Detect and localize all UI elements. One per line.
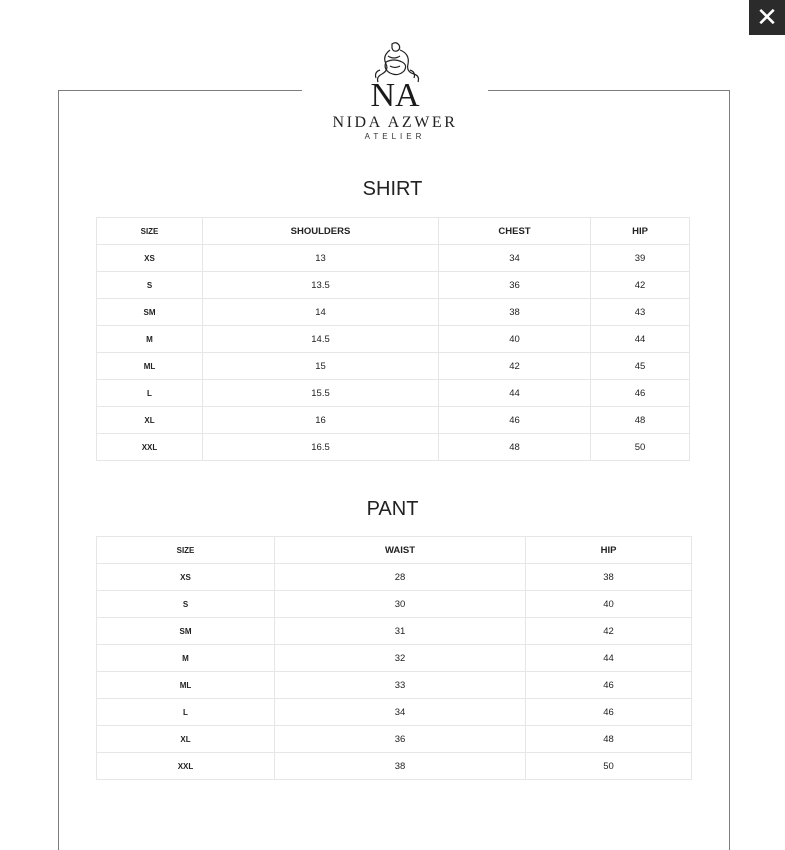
- column-header-shoulders: SHOULDERS: [203, 218, 439, 245]
- waist-cell: 32: [275, 645, 526, 672]
- table-row: [97, 672, 692, 699]
- waist-cell: 33: [275, 672, 526, 699]
- chest-cell: 48: [439, 434, 591, 461]
- hip-cell: 45: [591, 353, 690, 380]
- column-header-size: SIZE: [97, 218, 203, 245]
- brand-emblem-icon: [360, 40, 430, 112]
- table-row: [97, 564, 692, 591]
- table-row: [97, 699, 692, 726]
- table-row: [97, 434, 690, 461]
- shoulders-cell: 15: [203, 353, 439, 380]
- shoulders-cell: 15.5: [203, 380, 439, 407]
- hip-cell: 50: [591, 434, 690, 461]
- hip-cell: 46: [526, 699, 692, 726]
- chest-cell: 44: [439, 380, 591, 407]
- size-cell: XL: [97, 407, 203, 434]
- shoulders-cell: 14.5: [203, 326, 439, 353]
- hip-cell: 39: [591, 245, 690, 272]
- hip-cell: 38: [526, 564, 692, 591]
- size-cell: L: [97, 380, 203, 407]
- chest-cell: 36: [439, 272, 591, 299]
- table-header-row: [97, 218, 690, 245]
- size-cell: XS: [97, 245, 203, 272]
- waist-cell: 38: [275, 753, 526, 780]
- shoulders-cell: 13: [203, 245, 439, 272]
- close-button[interactable]: [749, 0, 785, 35]
- brand-subtitle: ATELIER: [364, 132, 426, 141]
- shoulders-cell: 16: [203, 407, 439, 434]
- size-cell: XS: [97, 564, 275, 591]
- hip-cell: 48: [591, 407, 690, 434]
- hip-cell: 46: [526, 672, 692, 699]
- table-row: [97, 407, 690, 434]
- chest-cell: 42: [439, 353, 591, 380]
- shoulders-cell: 14: [203, 299, 439, 326]
- chest-cell: 46: [439, 407, 591, 434]
- hip-cell: 43: [591, 299, 690, 326]
- waist-cell: 36: [275, 726, 526, 753]
- pant-section-title: PANT: [366, 498, 419, 520]
- size-cell: XL: [97, 726, 275, 753]
- size-cell: SM: [97, 618, 275, 645]
- chest-cell: 40: [439, 326, 591, 353]
- size-cell: L: [97, 699, 275, 726]
- table-row: [97, 380, 690, 407]
- hip-cell: 48: [526, 726, 692, 753]
- table-row: [97, 645, 692, 672]
- size-cell: XXL: [97, 753, 275, 780]
- table-row: [97, 726, 692, 753]
- table-row: [97, 618, 692, 645]
- table-row: [97, 272, 690, 299]
- table-row: [97, 591, 692, 618]
- table-row: [97, 245, 690, 272]
- shoulders-cell: 13.5: [203, 272, 439, 299]
- hip-cell: 42: [591, 272, 690, 299]
- close-icon: ✕: [756, 2, 778, 33]
- chest-cell: 38: [439, 299, 591, 326]
- size-cell: ML: [97, 353, 203, 380]
- size-cell: M: [97, 326, 203, 353]
- column-header-chest: CHEST: [439, 218, 591, 245]
- table-row: [97, 753, 692, 780]
- table-row: [97, 299, 690, 326]
- size-cell: S: [97, 591, 275, 618]
- size-cell: M: [97, 645, 275, 672]
- size-cell: XXL: [97, 434, 203, 461]
- chest-cell: 34: [439, 245, 591, 272]
- table-header-row: [97, 537, 692, 564]
- hip-cell: 50: [526, 753, 692, 780]
- waist-cell: 31: [275, 618, 526, 645]
- hip-cell: 42: [526, 618, 692, 645]
- hip-cell: 44: [526, 645, 692, 672]
- size-cell: SM: [97, 299, 203, 326]
- brand-name: NIDA AZWER: [332, 114, 458, 131]
- column-header-size: SIZE: [97, 537, 275, 564]
- waist-cell: 30: [275, 591, 526, 618]
- brand-logo: [302, 38, 488, 148]
- hip-cell: 44: [591, 326, 690, 353]
- pant-size-table: [96, 536, 692, 780]
- waist-cell: 34: [275, 699, 526, 726]
- hip-cell: 46: [591, 380, 690, 407]
- column-header-waist: WAIST: [275, 537, 526, 564]
- waist-cell: 28: [275, 564, 526, 591]
- table-row: [97, 326, 690, 353]
- brand-monogram: NA: [370, 77, 420, 112]
- shirt-section-title: SHIRT: [362, 178, 423, 200]
- table-row: [97, 353, 690, 380]
- size-cell: ML: [97, 672, 275, 699]
- column-header-hip: HIP: [526, 537, 692, 564]
- column-header-hip: HIP: [591, 218, 690, 245]
- size-cell: S: [97, 272, 203, 299]
- hip-cell: 40: [526, 591, 692, 618]
- shoulders-cell: 16.5: [203, 434, 439, 461]
- shirt-size-table: [96, 217, 690, 461]
